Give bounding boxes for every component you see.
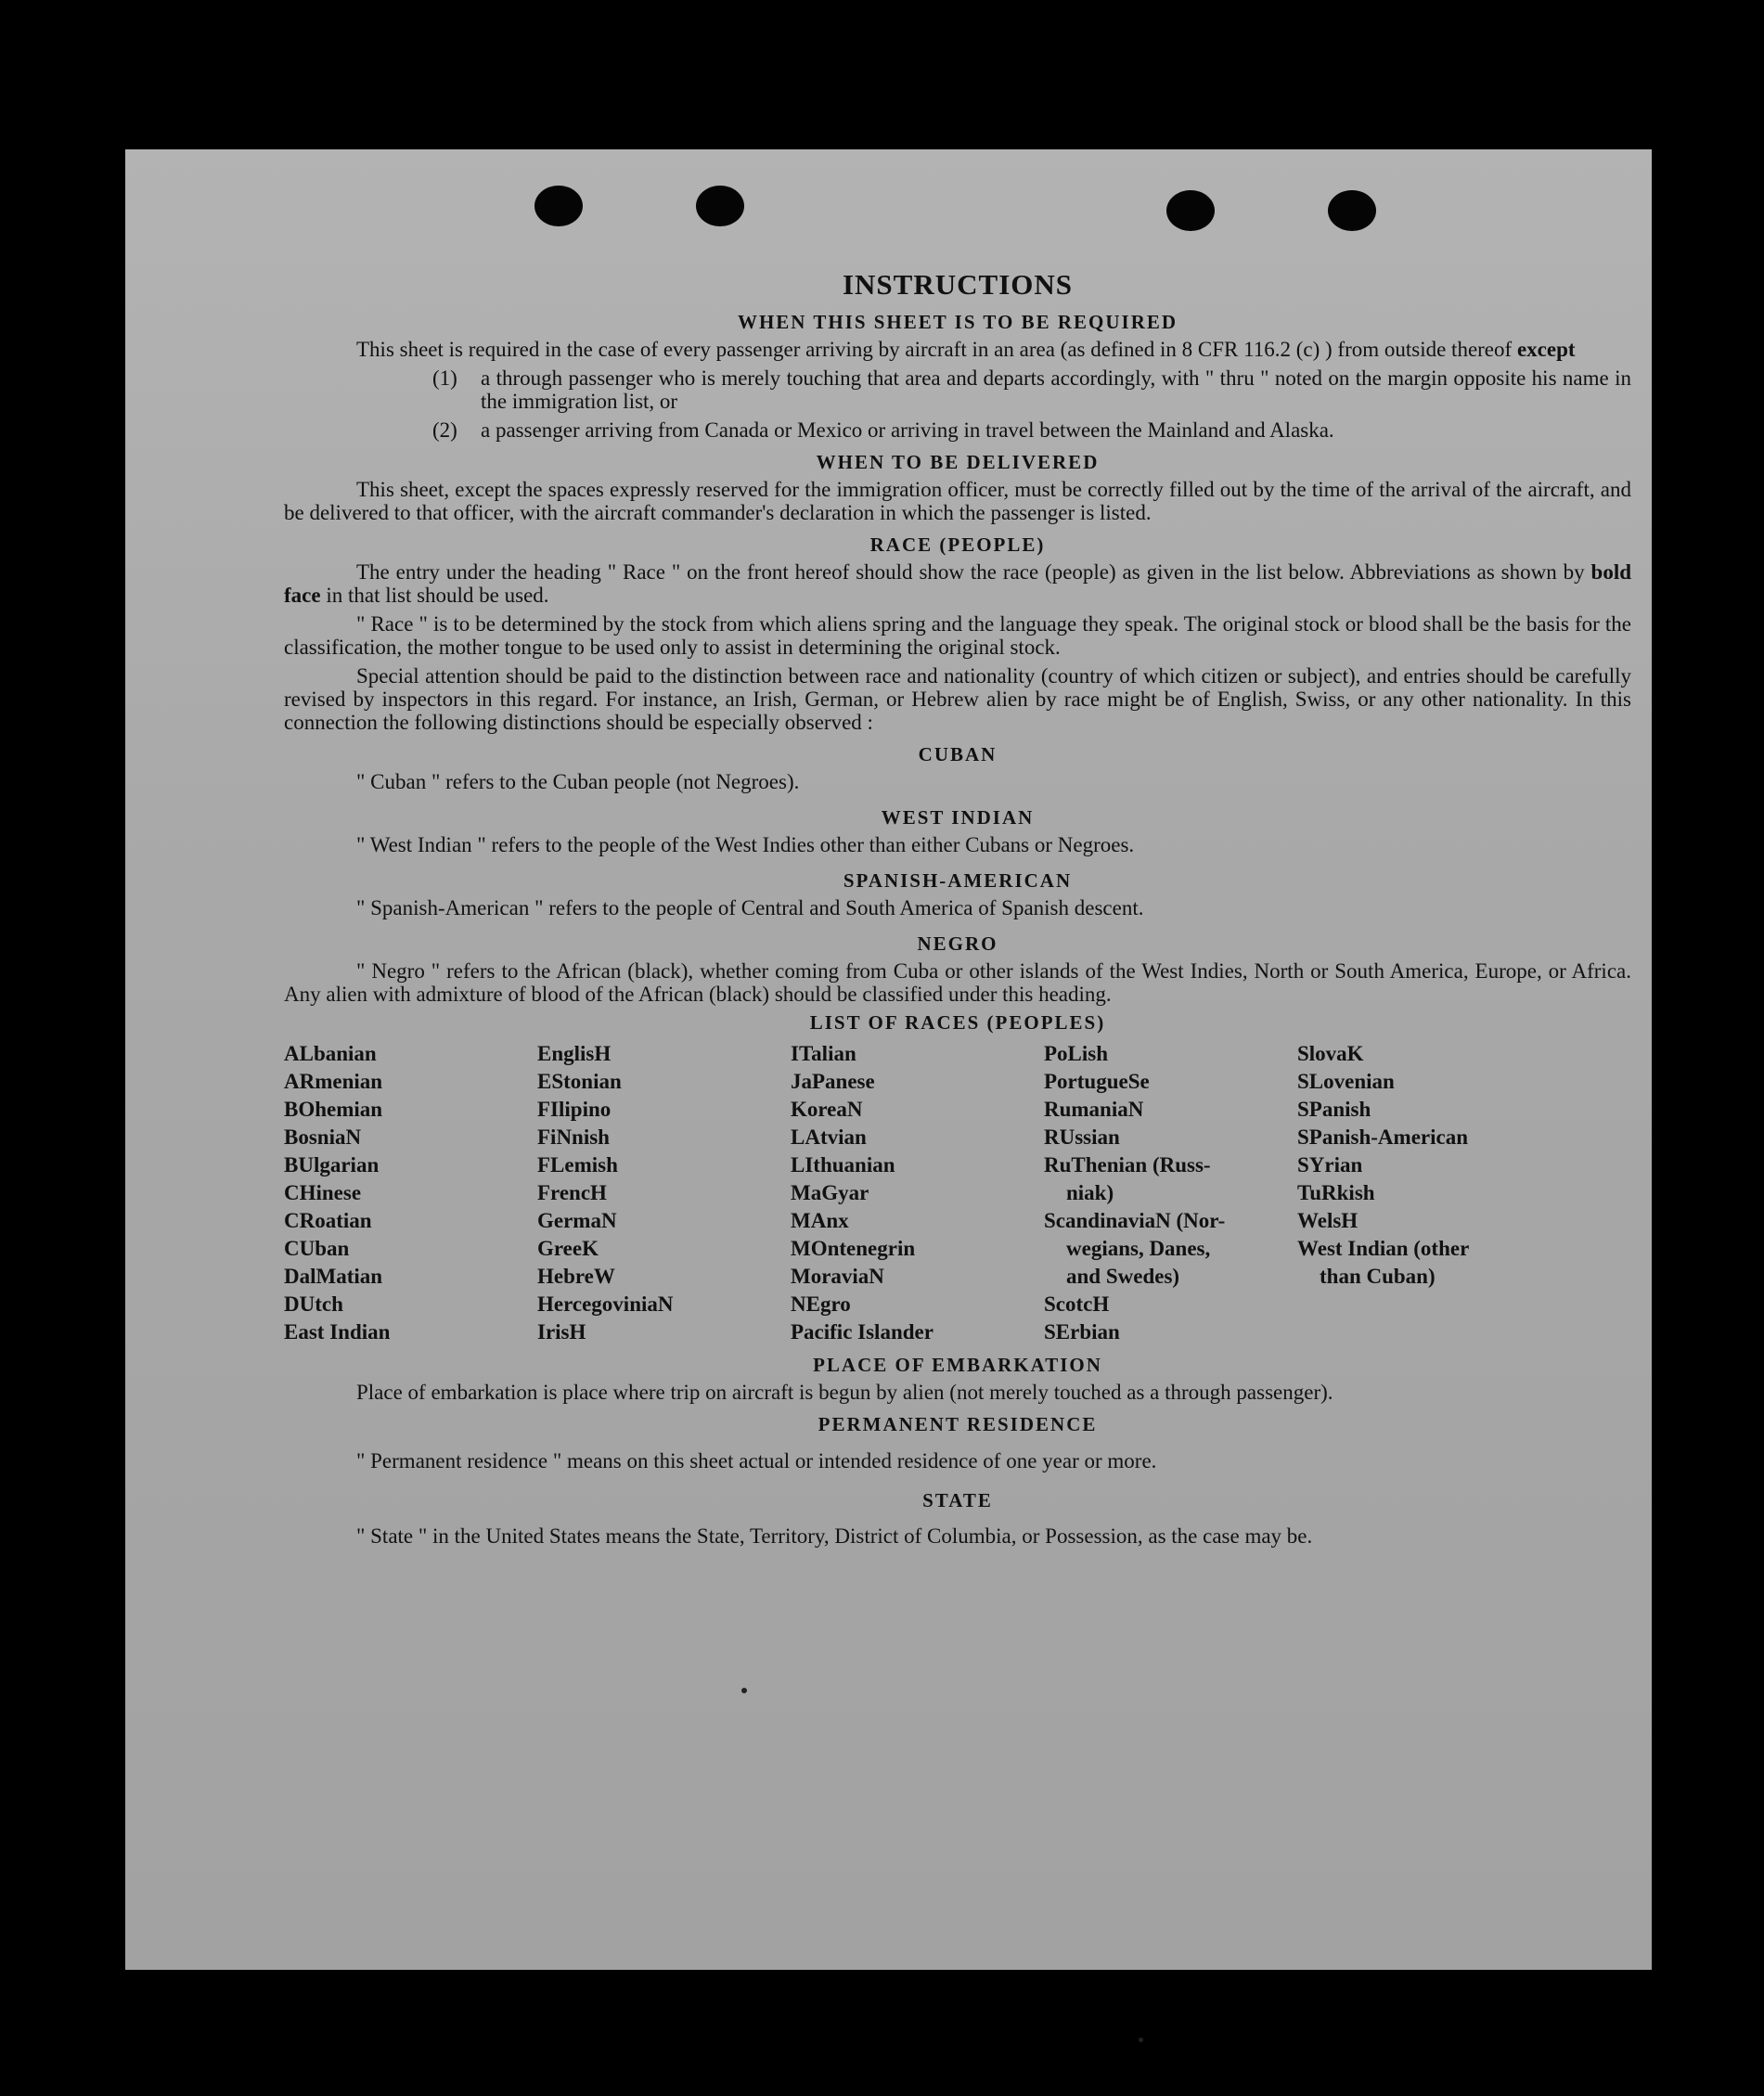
race-item: HebreW [537,1265,615,1288]
heading-spanish-american: SPANISH-AMERICAN [843,869,1073,892]
punch-hole [1166,190,1215,231]
heading-west-indian: WEST INDIAN [881,806,1035,829]
race-item: FIlipino [537,1098,612,1121]
race-item: TuRkish [1297,1181,1375,1204]
race-item: WelsH [1297,1209,1358,1232]
race-item: MaGyar [791,1181,869,1204]
race-item: SlovaK [1297,1042,1364,1065]
heading-permanent-residence: PERMANENT RESIDENCE [818,1413,1098,1435]
race-item: JaPanese [791,1070,875,1093]
heading-when-delivered: WHEN TO BE DELIVERED [816,451,1100,473]
when-delivered-text: This sheet, except the spaces expressly reserved for the immigration officer, must be correctly filled out by the time of the arrival of the aircraft, and be delivered to that officer, with the aircraft commander's declaration in which the passenger is listed. [284,478,1631,524]
punch-hole [1328,190,1376,231]
race-text-1: The entry under the heading " Race " on the front hereof should show the race (people) as given in the list below. Abbreviations as shown by bold face in that list should be used. [284,560,1632,607]
race-list [284,1040,1631,1346]
race-item: KoreaN [791,1098,863,1121]
punch-hole [534,186,583,226]
state-text: " State " in the United States means the State, Territory, District of Columbia, or Possession, as the case may be. [356,1524,1313,1548]
race-item: RumaniaN [1044,1098,1144,1121]
race-item: SErbian [1044,1320,1120,1344]
race-item: SLovenian [1297,1070,1395,1093]
race-item: EnglisH [537,1042,612,1065]
race-item: CUban [284,1237,350,1260]
race-item: West Indian (other [1297,1237,1470,1260]
exception-item: (2) a passenger arriving from Canada or Mexico or arriving in travel between the Mainland and Alaska. [432,418,1334,442]
race-item: ALbanian [284,1042,377,1065]
race-item: GreeK [537,1237,599,1260]
race-item-continuation: niak) [1066,1181,1114,1204]
race-item: ScandinaviaN (Nor- [1044,1209,1226,1232]
race-item: FiNnish [537,1125,610,1149]
heading-cuban: CUBAN [918,743,998,765]
punch-hole [696,186,744,226]
race-item-continuation: than Cuban) [1320,1265,1436,1288]
race-item-continuation: wegians, Danes, [1066,1237,1211,1260]
heading-race: RACE (PEOPLE) [869,534,1046,556]
race-item: MoraviaN [791,1265,884,1288]
race-item: RuThenian (Russ- [1044,1153,1211,1177]
race-item: DalMatian [284,1265,383,1288]
instructions-content [284,268,1631,1551]
race-item: CHinese [284,1181,362,1204]
page-title: INSTRUCTIONS [842,268,1073,301]
race-item: BosniaN [284,1125,362,1149]
race-column [1297,1040,1539,1346]
west-indian-text: " West Indian " refers to the people of the West Indies other than either Cubans or Negroes. [356,833,1135,856]
race-column [1044,1040,1297,1346]
race-item: ScotcH [1044,1292,1110,1316]
race-item: HercegoviniaN [537,1292,674,1316]
race-text-3: Special attention should be paid to the distinction between race and nationality (country of which citizen or subject), and entries should be carefully revised by inspectors in this regard. For instance, an Irish, German, or Hebrew alien by race might be of English, Swiss, or any other nationality. In this connection the following distinctions should be especially observed : [284,664,1631,734]
race-item: IrisH [537,1320,586,1344]
heading-when-required: WHEN THIS SHEET IS TO BE REQUIRED [737,311,1178,333]
race-item: FrencH [537,1181,607,1204]
race-item: LAtvian [791,1125,867,1149]
race-item: LIthuanian [791,1153,895,1177]
embarkation-text: Place of embarkation is place where trip on aircraft is begun by alien (not merely touched as a through passenger). [356,1381,1333,1404]
race-text-2: " Race " is to be determined by the stock from which aliens spring and the language they speak. The original stock or blood shall be the basis for the classification, the mother tongue to be used only to assist in determining the original stock. [284,612,1631,659]
race-item: Pacific Islander [791,1320,934,1344]
race-item: GermaN [537,1209,617,1232]
race-item: PoLish [1044,1042,1109,1065]
race-column [284,1040,537,1346]
heading-state: STATE [922,1489,993,1511]
race-item: SYrian [1297,1153,1363,1177]
race-item: SPanish-American [1297,1125,1468,1149]
race-item: NEgro [791,1292,851,1316]
cuban-text: " Cuban " refers to the Cuban people (not Negroes). [356,770,800,793]
race-item: RUssian [1044,1125,1120,1149]
race-item: BUlgarian [284,1153,380,1177]
race-item: FLemish [537,1153,618,1177]
race-item: MAnx [791,1209,849,1232]
race-item: BOhemian [284,1098,383,1121]
speck [1139,2038,1143,2042]
race-item: ITalian [791,1042,856,1065]
race-item: CRoatian [284,1209,372,1232]
race-item: SPanish [1297,1098,1371,1121]
race-item: East Indian [284,1320,391,1344]
race-column [537,1040,791,1346]
heading-list-of-races: LIST OF RACES (PEOPLES) [809,1011,1106,1034]
spanish-american-text: " Spanish-American " refers to the people of Central and South America of Spanish descent. [356,896,1144,919]
residence-text: " Permanent residence " means on this sheet actual or intended residence of one year or more. [356,1449,1157,1472]
race-item: PortugueSe [1044,1070,1150,1093]
race-item: MOntenegrin [791,1237,916,1260]
speck [741,1688,747,1693]
race-item: DUtch [284,1292,343,1316]
exception-item: (1) a through passenger who is merely touching that area and departs accordingly, with " thru " noted on the margin opposite his name in the immigration list, or [432,366,1631,413]
when-required-text: This sheet is required in the case of every passenger arriving by aircraft in an area (as defined in 8 CFR 116.2 (c) ) from outside thereof except [356,338,1576,361]
document-sheet [125,149,1652,1970]
race-item-continuation: and Swedes) [1066,1265,1180,1288]
heading-embarkation: PLACE OF EMBARKATION [813,1354,1102,1376]
heading-negro: NEGRO [917,932,998,955]
negro-text: " Negro " refers to the African (black), whether coming from Cuba or other islands of the West Indies, North or South America, Europe, or Africa. Any alien with admixture of blood of the African (black) should be classified under this heading. [284,959,1631,1006]
race-column [791,1040,1044,1346]
race-item: ARmenian [284,1070,383,1093]
race-item: EStonian [537,1070,622,1093]
